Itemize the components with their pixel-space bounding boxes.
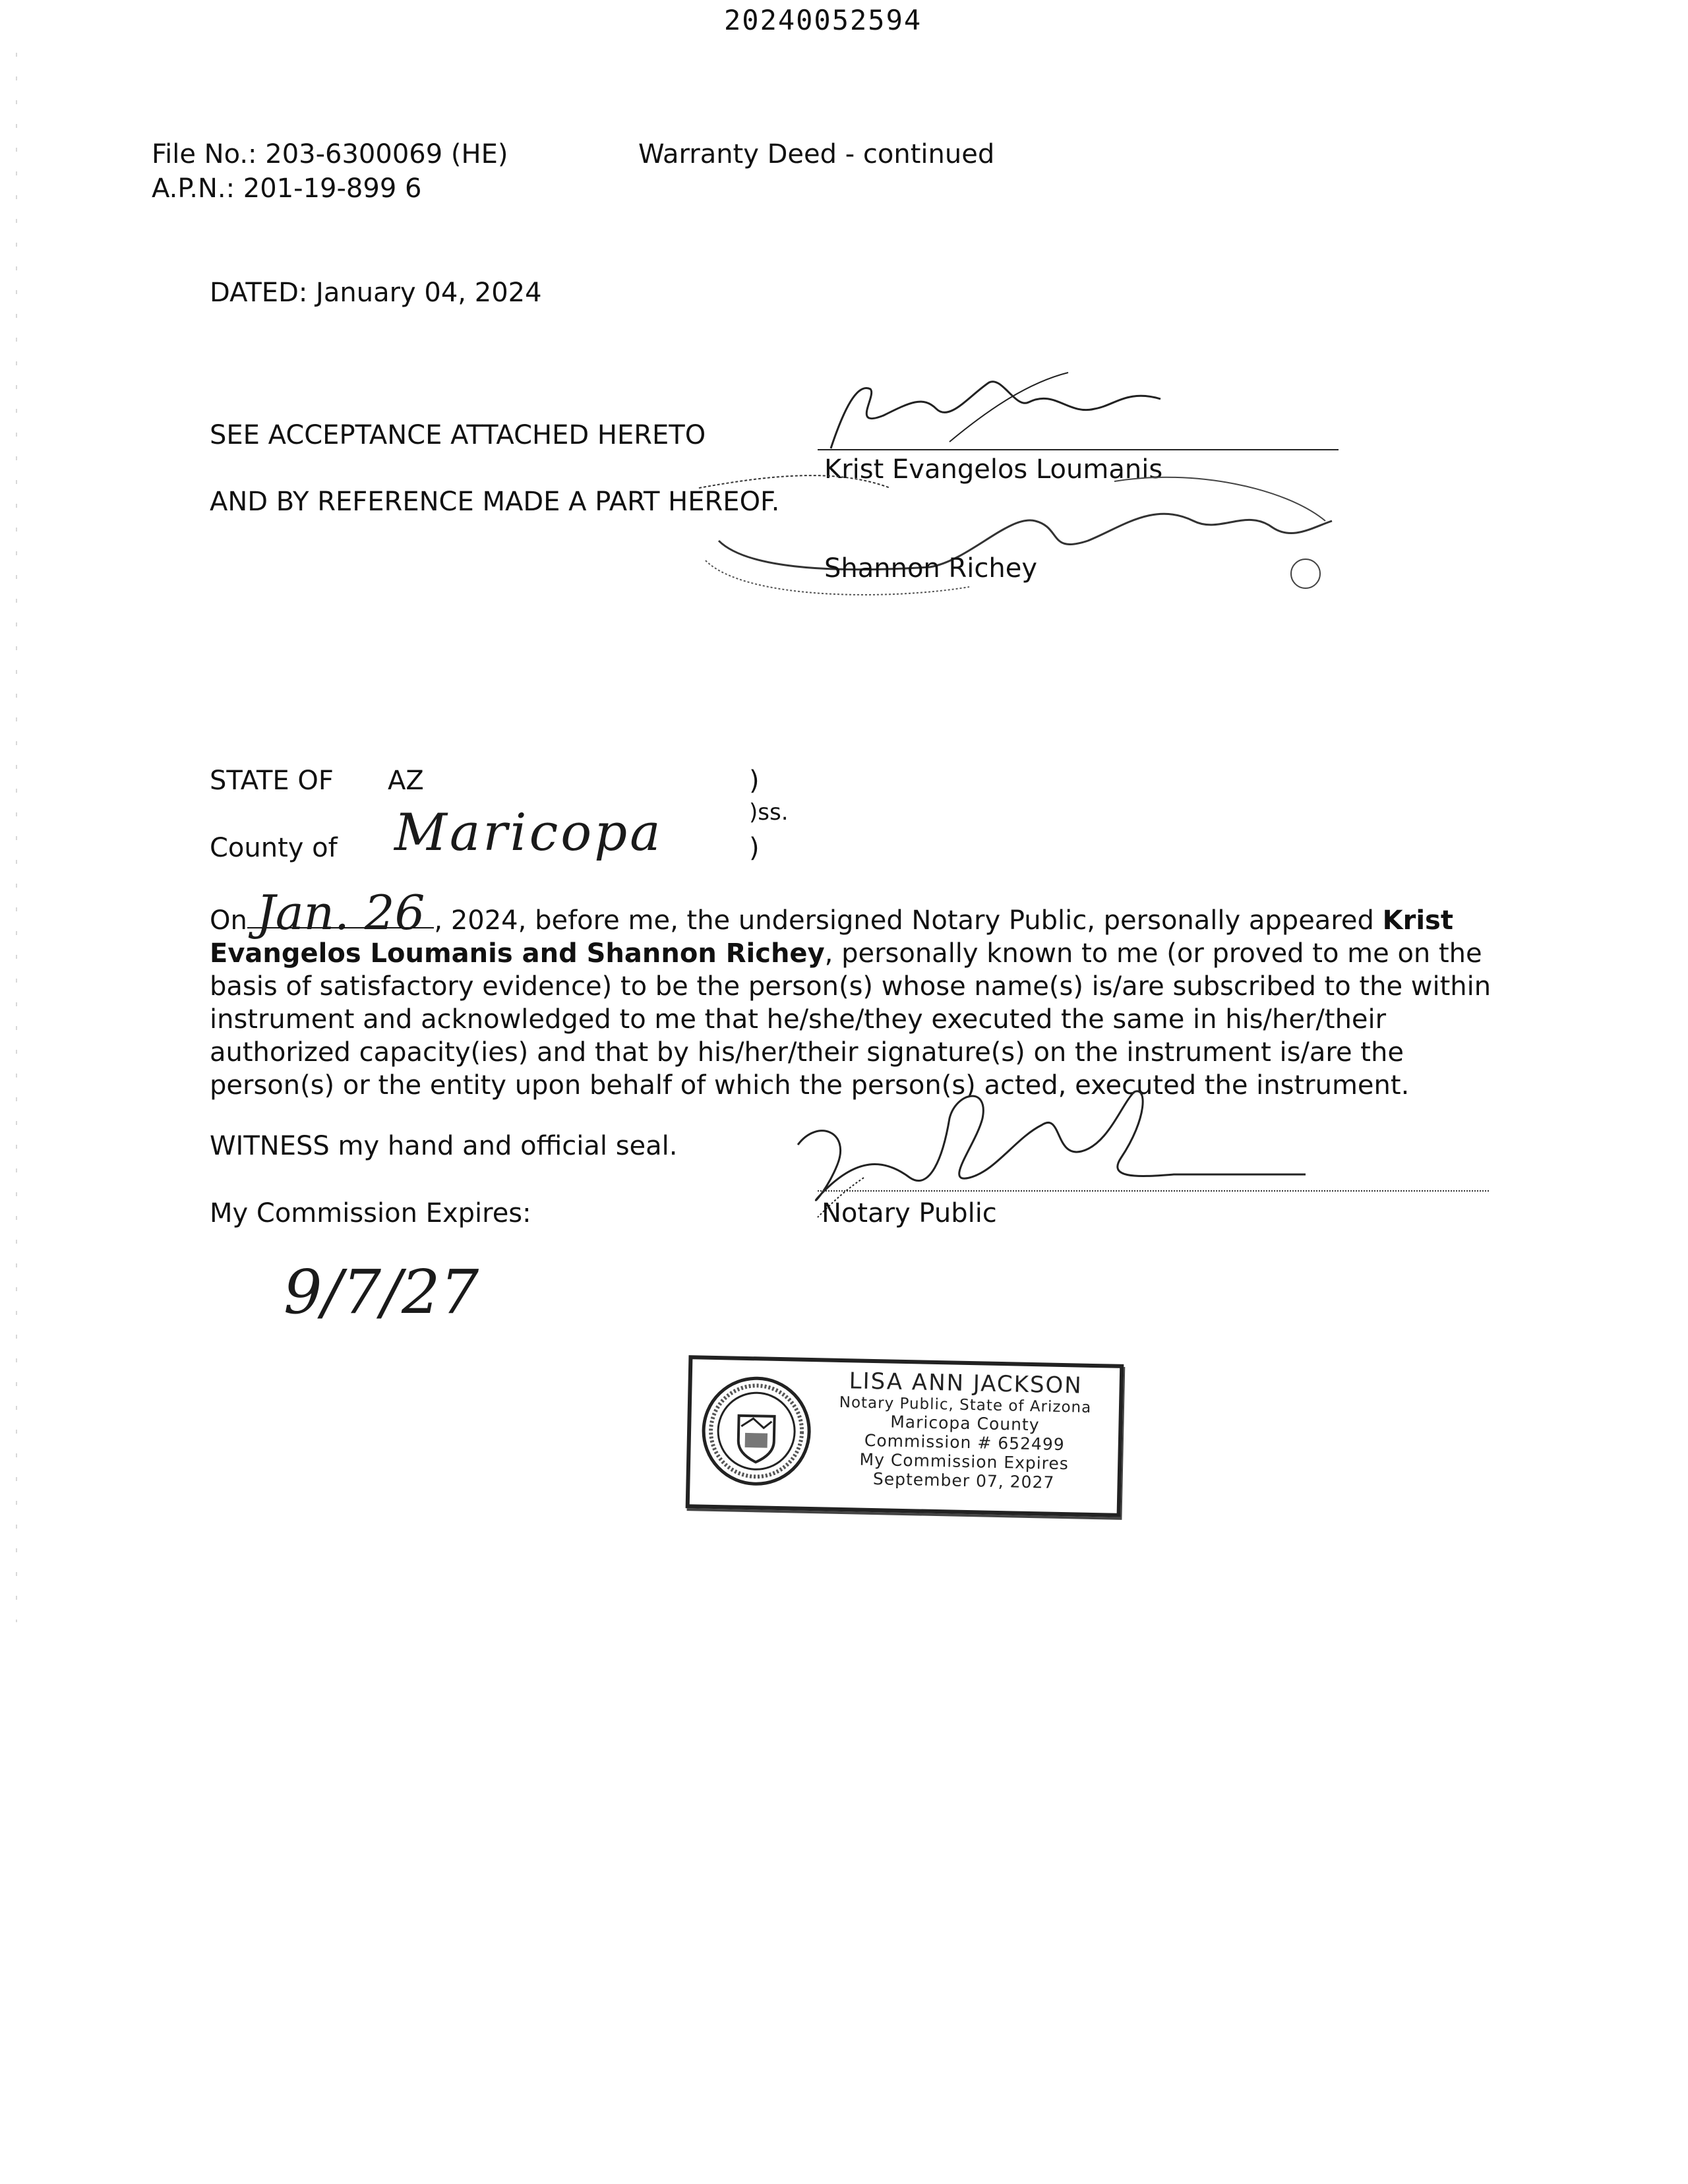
recording-number: 20240052594 [724, 4, 922, 36]
stamp-notary-name: LISA ANN JACKSON [849, 1368, 1083, 1399]
paren-bottom: ) [749, 833, 760, 863]
ack-after-date: , 2024, before me, the undersigned Notary Public, personally appeared [434, 905, 1374, 936]
dated-line: DATED: January 04, 2024 [210, 278, 542, 308]
paren-top: ) [749, 766, 760, 796]
stamp-commission-number: Commission # 652499 [864, 1430, 1065, 1455]
signature-krist-loumanis [818, 369, 1358, 455]
notary-stamp [686, 1355, 1124, 1517]
state-label: STATE OF [210, 766, 334, 796]
notary-public-label: Notary Public [822, 1198, 997, 1228]
ack-prefix: On [210, 905, 247, 936]
county-label: County of [210, 833, 338, 863]
acceptance-line-2: AND BY REFERENCE MADE A PART HEREOF. [210, 487, 780, 517]
county-handwritten: Maricopa [394, 803, 663, 863]
stamp-county: Maricopa County [889, 1412, 1040, 1435]
stamp-commission-state: Notary Public, State of Arizona [839, 1393, 1092, 1416]
state-value: AZ [388, 766, 424, 796]
acceptance-line-1: SEE ACCEPTANCE ATTACHED HERETO [210, 420, 706, 450]
commission-label: My Commission Expires: [210, 1198, 531, 1228]
commission-handwritten-date: 9/7/27 [284, 1257, 479, 1327]
scan-edge [16, 0, 17, 2184]
acknowledgment-paragraph [210, 885, 1495, 1102]
handwritten-date: Jan. 26 [247, 898, 435, 928]
stamp-expires-label: My Commission Expires [859, 1449, 1070, 1474]
signer-1-name: Krist Evangelos Loumanis [824, 454, 1163, 485]
stamp-expiry-date: September 07, 2027 [872, 1469, 1055, 1492]
arizona-state-seal-icon [699, 1374, 814, 1489]
ack-bold-names: Krist Evangelos Loumanis and Shannon Richey [210, 905, 1453, 969]
signature-shannon-richey [692, 462, 1365, 607]
witness-line: WITNESS my hand and official seal. [210, 1131, 678, 1161]
apn-number: A.P.N.: 201-19-899 6 [152, 173, 422, 204]
signer-2-name: Shannon Richey [824, 553, 1038, 584]
file-number: File No.: 203-6300069 (HE) [152, 139, 508, 169]
document-title: Warranty Deed - continued [638, 139, 995, 169]
ack-rest: , personally known to me (or proved to me on the basis of satisfactory evidence) to be the person(s) whose name(s) is/are subscribed to the within instrument and acknowledged to me that he/she/they executed the same in his/her/their authorized capacity(ies) and that by his/her/their signature(s) on the instrument is/are the person(s) or the entity upon behalf of which the person(s) acted, executed the instrument. [210, 938, 1492, 1101]
paren-ss: )ss. [749, 799, 789, 826]
